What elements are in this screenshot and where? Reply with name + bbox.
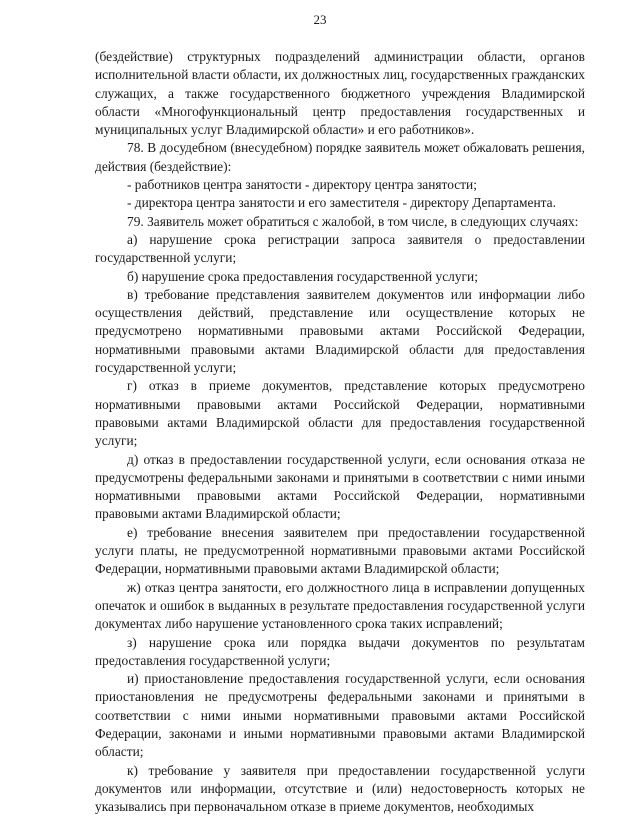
- paragraph: к) требование у заявителя при предоставлении государственной услуги документов или информации, отсутствие и (или) недостоверность которых не указывались при первоначальном отказе в приеме документов, необходимых: [95, 762, 585, 815]
- page-number: 23: [313, 12, 327, 27]
- paragraph: г) отказ в приеме документов, представление которых предусмотрено нормативными правовыми актами Российской Федерации, нормативными правовыми актами Владимирской области для предоставления государственной услуги;: [95, 378, 585, 449]
- paragraph: е) требование внесения заявителем при предоставлении государственной услуги платы, не предусмотренной нормативными правовыми актами Российской Федерации, нормативными правовыми актами Владимирской области;: [95, 524, 585, 577]
- paragraph: - работников центра занятости - директору центра занятости;: [127, 177, 477, 193]
- paragraph: - директора центра занятости и его заместителя - директору Департамента.: [127, 195, 556, 211]
- paragraph: д) отказ в предоставлении государственной услуги, если основания отказа не предусмотрены федеральными законами и принятыми в соответствии с ними иными нормативными правовыми актами Российской Федерации, нормативными правовыми актами Владимирской области;: [95, 451, 585, 522]
- paragraph: 78. В досудебном (внесудебном) порядке заявитель может обжаловать решения, действия (бездействие):: [95, 140, 585, 174]
- paragraph: и) приостановление предоставления государственной услуги, если основания приостановления не предусмотрены федеральными законами и принятыми в соответствии с ними иными нормативными правовыми актами Российской Федерации, законами и иными нормативными правовыми актами Владимирской области;: [95, 671, 585, 760]
- paragraph: 79. Заявитель может обратиться с жалобой, в том числе, в следующих случаях:: [127, 213, 579, 229]
- paragraph: (бездействие) структурных подразделений администрации области, органов исполнительной власти области, их должностных лиц, государственных гражданских служащих, а также государственного бюджетного учреждения Владимирской области «Многофункциональный центр предоставления государственных и муниципальных услуг Владимирской области» и его работников».: [95, 49, 585, 138]
- paragraph: а) нарушение срока регистрации запроса заявителя о предоставлении государственной услуги;: [95, 231, 585, 266]
- paragraph: ж) отказ центра занятости, его должностного лица в исправлении допущенных опечаток и ошибок в выданных в результате предоставления государственной услуги документах либо нарушение установленного срока таких исправлений;: [95, 579, 585, 632]
- document-body: [95, 48, 585, 816]
- paragraph: в) требование представления заявителем документов или информации либо осуществления действий, представление или осуществление которых не предусмотрено нормативными правовыми актами Российской Федерации, нормативными правовыми актами Владимирской области для предоставления государственной услуги;: [95, 286, 585, 376]
- paragraph: з) нарушение срока или порядка выдачи документов по результатам предоставления государственной услуги;: [95, 634, 585, 668]
- paragraph: б) нарушение срока предоставления государственной услуги;: [127, 268, 478, 284]
